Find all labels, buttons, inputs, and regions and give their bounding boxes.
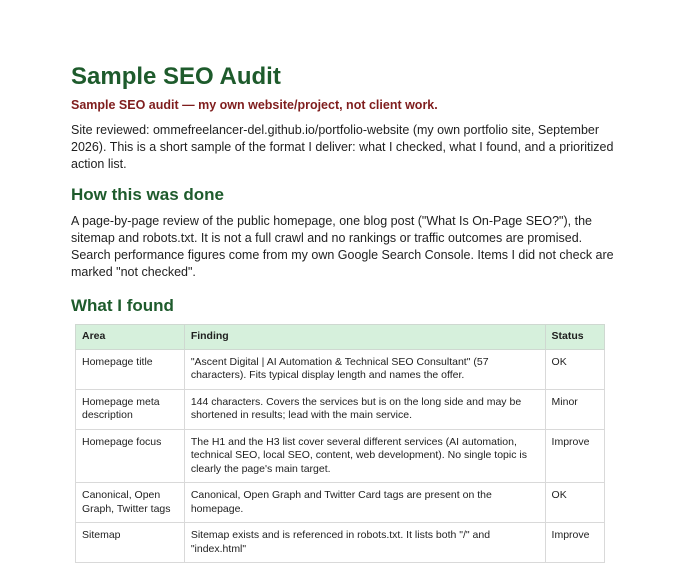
header-finding: Finding [184,325,545,350]
cell-finding: 144 characters. Covers the services but is on the long side and may be shortened in results; lead with the main service. [184,389,545,429]
findings-table [75,324,605,563]
table-header-row [76,325,605,350]
cell-area: Homepage title [76,349,185,389]
cell-status: Improve [545,429,604,483]
cell-area: Sitemap [76,523,185,563]
intro-paragraph: Site reviewed: ommefreelancer-del.github.io/portfolio-website (my own portfolio site, September 2026). This is a short sample of the format I deliver: what I checked, what I found, and a prioritized action list. [71,123,614,171]
how-heading: How this was done [71,185,225,204]
cell-area: Homepage meta description [76,389,185,429]
cell-status: OK [545,483,604,523]
cell-status: Improve [545,523,604,563]
cell-status: Minor [545,389,604,429]
cell-finding: Canonical, Open Graph and Twitter Card tags are present on the homepage. [184,483,545,523]
header-area: Area [76,325,185,350]
table-row [76,389,605,429]
table-row [76,349,605,389]
page-title: Sample SEO Audit [71,63,281,90]
how-paragraph: A page-by-page review of the public homepage, one blog post ("What Is On-Page SEO?"), the sitemap and robots.txt. It is not a full crawl and no rankings or traffic outcomes are promised. Search performance figures come from my own Google Search Console. Items I did not check are marked "not checked". [71,214,614,279]
cell-finding: "Ascent Digital | AI Automation & Technical SEO Consultant" (57 characters). Fits typical display length and names the offer. [184,349,545,389]
cell-area: Homepage focus [76,429,185,483]
cell-area: Canonical, Open Graph, Twitter tags [76,483,185,523]
cell-finding: Sitemap exists and is referenced in robots.txt. It lists both "/" and "index.html" [184,523,545,563]
page-subtitle: Sample SEO audit — my own website/project, not client work. [71,98,438,112]
table-row [76,483,605,523]
found-heading: What I found [71,296,174,315]
cell-status: OK [545,349,604,389]
document-content [71,62,616,563]
table-row [76,429,605,483]
cell-finding: The H1 and the H3 list cover several different services (AI automation, technical SEO, local SEO, content, web development). No single topic is clearly the page's main target. [184,429,545,483]
header-status: Status [545,325,604,350]
table-row [76,523,605,563]
